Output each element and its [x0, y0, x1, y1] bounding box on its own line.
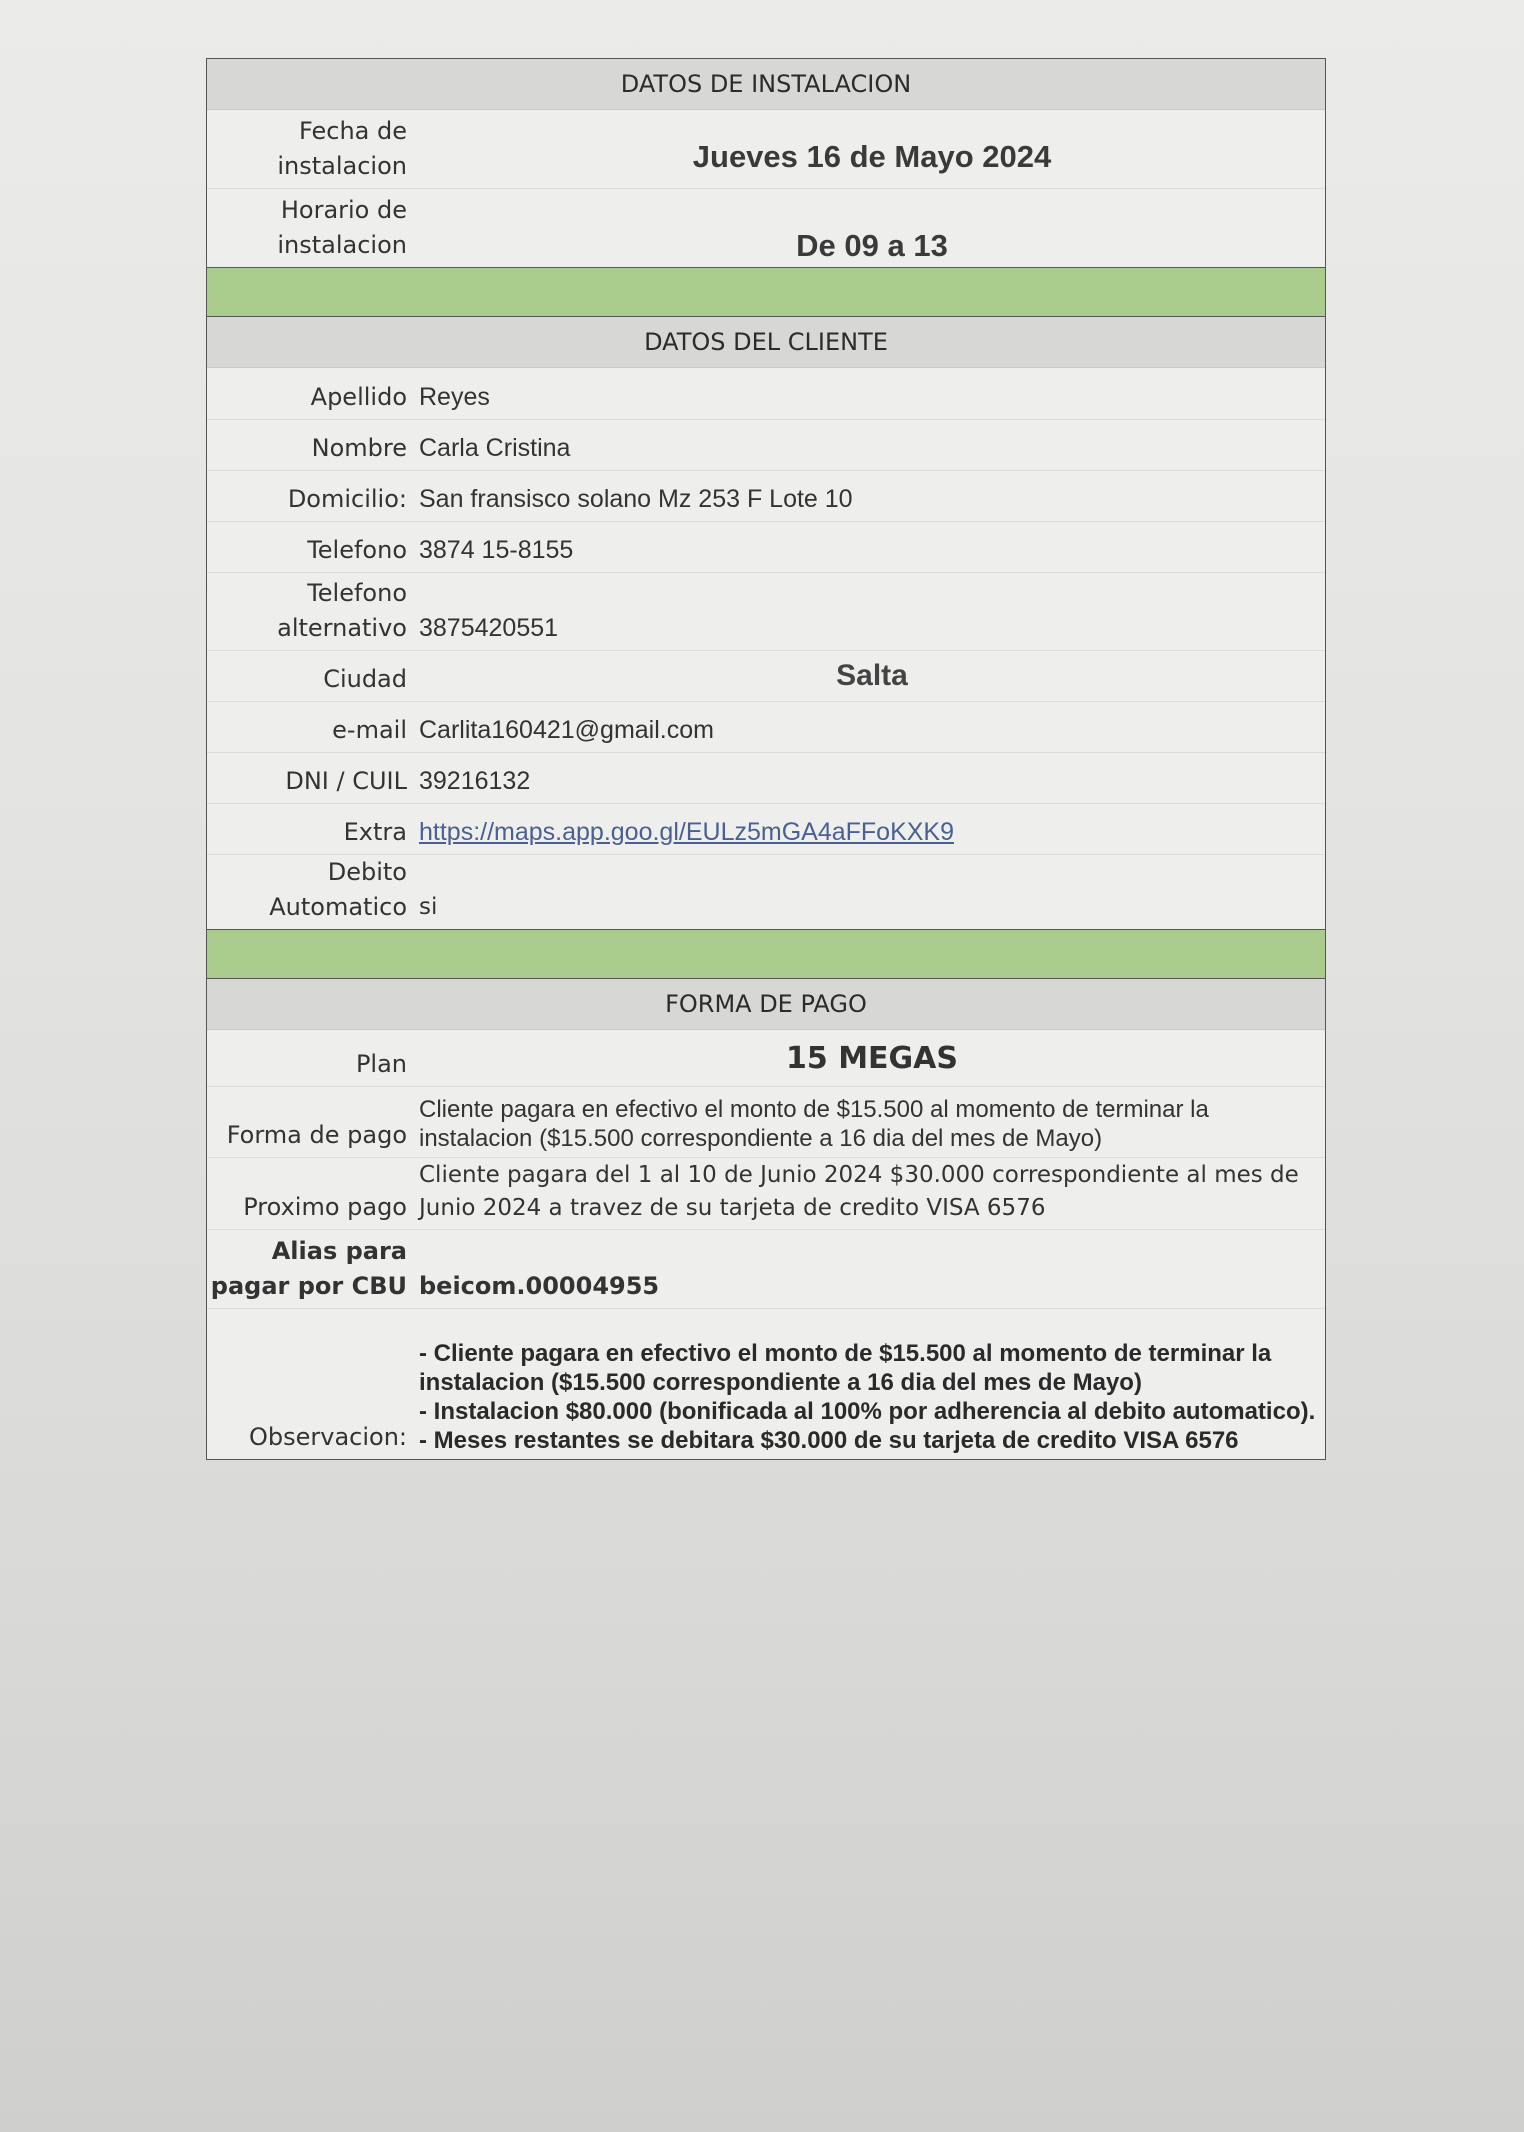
- method-row: [207, 1087, 1325, 1158]
- client-row-debito: [207, 855, 1325, 929]
- method-value: Cliente pagara en efectivo el monto de $15.500 al momento de terminar la instalacion ($15.500 correspondiente a 16 dia del mes de Mayo): [419, 1096, 1209, 1152]
- plan-row: [207, 1030, 1325, 1087]
- client-header: DATOS DEL CLIENTE: [207, 317, 1325, 368]
- green-separator-2: [206, 930, 1326, 978]
- alias-value: beicom.00004955: [419, 1272, 660, 1300]
- dni-label: DNI / CUIL: [285, 767, 407, 795]
- apellido-label: Apellido: [310, 383, 407, 411]
- dni-value: 39216132: [419, 767, 531, 795]
- debito-value: si: [419, 894, 438, 920]
- install-time-row: [207, 189, 1325, 267]
- debito-label: Debito Automatico: [269, 858, 407, 921]
- install-date-row: [207, 110, 1325, 189]
- install-time-value: De 09 a 13: [796, 228, 948, 263]
- client-row-ciudad: [207, 651, 1325, 702]
- payment-section: [206, 978, 1326, 1460]
- telefono-alt-label: Telefono alternativo: [277, 579, 407, 642]
- nombre-value: Carla Cristina: [419, 434, 571, 462]
- next-payment-row: [207, 1158, 1325, 1230]
- alias-row: [207, 1230, 1325, 1309]
- client-row-telefono: [207, 522, 1325, 573]
- client-row-dni: [207, 753, 1325, 804]
- telefono-alt-value: 3875420551: [419, 614, 559, 642]
- client-row-apellido: [207, 368, 1325, 420]
- next-payment-value: Cliente pagara del 1 al 10 de Junio 2024 $30.000 correspondiente al mes de Junio 2024 a travez de su tarjeta de credito VISA 6576: [419, 1162, 1299, 1221]
- plan-value: 15 MEGAS: [786, 1041, 958, 1076]
- nombre-label: Nombre: [311, 434, 407, 462]
- client-row-telefono-alt: [207, 573, 1325, 651]
- ciudad-value: Salta: [836, 659, 908, 692]
- green-separator: [206, 268, 1326, 316]
- client-row-extra: [207, 804, 1325, 855]
- next-payment-label: Proximo pago: [243, 1193, 407, 1221]
- form-sheet: [206, 58, 1326, 1460]
- maps-link[interactable]: https://maps.app.goo.gl/EULz5mGA4aFFoKXK9: [419, 818, 954, 846]
- email-value: Carlita160421@gmail.com: [419, 716, 714, 744]
- extra-label: Extra: [343, 818, 407, 846]
- payment-header: FORMA DE PAGO: [207, 979, 1325, 1030]
- observation-line-1: - Cliente pagara en efectivo el monto de $15.500 al momento de terminar la instalacion ($15.500 correspondiente a 16 dia del mes de Mayo): [419, 1340, 1272, 1396]
- install-date-value: Jueves 16 de Mayo 2024: [692, 139, 1052, 174]
- installation-section: [206, 58, 1326, 268]
- client-section: [206, 316, 1326, 930]
- observation-lines: [415, 1339, 1325, 1459]
- client-row-domicilio: [207, 471, 1325, 522]
- plan-label: Plan: [355, 1050, 407, 1078]
- installation-header: DATOS DE INSTALACION: [207, 59, 1325, 110]
- observation-label: Observacion:: [248, 1423, 407, 1451]
- alias-label: Alias para pagar por CBU: [210, 1237, 407, 1300]
- install-date-label: Fecha de instalacion: [277, 117, 407, 180]
- method-label: Forma de pago: [226, 1121, 407, 1149]
- observation-row: [207, 1309, 1325, 1459]
- observation-line-2: - Instalacion $80.000 (bonificada al 100% por adherencia al debito automatico).: [419, 1398, 1316, 1425]
- domicilio-value: San fransisco solano Mz 253 F Lote 10: [419, 485, 853, 513]
- email-label: e-mail: [332, 716, 407, 744]
- client-row-nombre: [207, 420, 1325, 471]
- observation-line-3: - Meses restantes se debitara $30.000 de su tarjeta de credito VISA 6576: [419, 1427, 1239, 1454]
- telefono-value: 3874 15-8155: [419, 536, 574, 564]
- apellido-value: Reyes: [419, 383, 490, 411]
- install-time-label: Horario de instalacion: [277, 196, 407, 259]
- client-row-email: [207, 702, 1325, 753]
- telefono-label: Telefono: [307, 536, 407, 564]
- ciudad-label: Ciudad: [323, 665, 407, 693]
- domicilio-label: Domicilio:: [287, 485, 407, 513]
